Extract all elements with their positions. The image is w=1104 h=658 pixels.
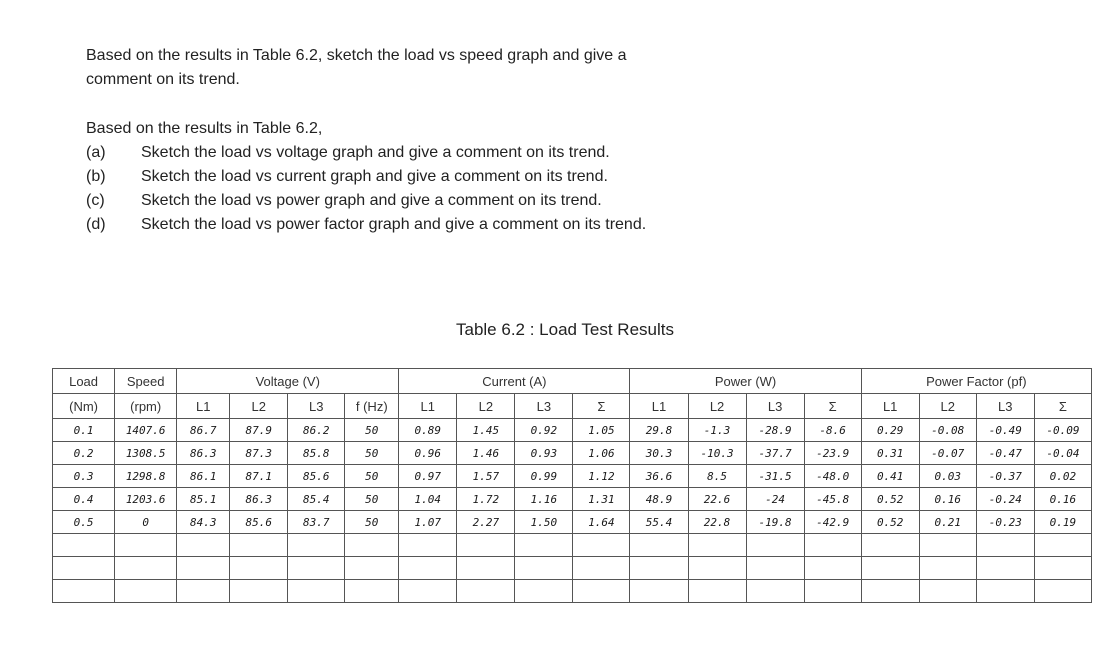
table-cell: 48.9 (630, 488, 688, 511)
table-cell: -0.47 (976, 442, 1034, 465)
subheader-cell: L2 (688, 394, 746, 419)
table-cell: 22.8 (688, 511, 746, 534)
table-cell (230, 534, 288, 557)
subheader-cell: L1 (630, 394, 688, 419)
table-cell: 1.04 (399, 488, 457, 511)
table-cell: 0.96 (399, 442, 457, 465)
item-label: (b) (86, 168, 106, 185)
table-cell (746, 557, 804, 580)
table-cell (515, 557, 573, 580)
table-cell: 87.9 (230, 419, 288, 442)
table-cell: 50 (345, 442, 399, 465)
table-cell: 0.97 (399, 465, 457, 488)
table-cell: 1407.6 (115, 419, 177, 442)
table-cell: 1203.6 (115, 488, 177, 511)
table-cell: 0.41 (861, 465, 919, 488)
table-cell (115, 557, 177, 580)
table-cell (345, 534, 399, 557)
table-cell (804, 557, 861, 580)
table-cell: 0.99 (515, 465, 573, 488)
table-cell (53, 580, 115, 603)
table-cell (573, 580, 630, 603)
table-cell: -28.9 (746, 419, 804, 442)
table-row (53, 557, 1092, 580)
table-cell (288, 557, 345, 580)
table-cell: 1308.5 (115, 442, 177, 465)
table-cell (688, 580, 746, 603)
table-cell: 29.8 (630, 419, 688, 442)
item-label: (a) (86, 144, 106, 161)
table-cell: 86.3 (177, 442, 230, 465)
table-cell (919, 534, 976, 557)
table-cell (288, 534, 345, 557)
table-cell: 0.03 (919, 465, 976, 488)
table-cell (1034, 580, 1091, 603)
table-cell: 1.57 (457, 465, 515, 488)
subheader-cell: L1 (399, 394, 457, 419)
header-speed: Speed (115, 369, 177, 394)
subheader-cell: Σ (573, 394, 630, 419)
table-cell: -1.3 (688, 419, 746, 442)
table-cell: 0.92 (515, 419, 573, 442)
table-cell: 84.3 (177, 511, 230, 534)
table-cell (1034, 534, 1091, 557)
table-cell (630, 534, 688, 557)
table-cell (230, 557, 288, 580)
table-cell (861, 557, 919, 580)
item-label: (c) (86, 192, 105, 209)
subheader-cell: L3 (976, 394, 1034, 419)
table-cell: 86.2 (288, 419, 345, 442)
table-cell: 1.06 (573, 442, 630, 465)
table-cell: 0.1 (53, 419, 115, 442)
table-cell: 55.4 (630, 511, 688, 534)
table-cell: -37.7 (746, 442, 804, 465)
question-2-item-a (86, 141, 786, 165)
table-cell (919, 557, 976, 580)
table-cell (746, 534, 804, 557)
table-row (53, 465, 1092, 488)
table-cell: -10.3 (688, 442, 746, 465)
question-2-item-d (86, 213, 786, 237)
table-cell: -0.04 (1034, 442, 1091, 465)
load-test-results-table (52, 368, 1092, 603)
table-cell: 50 (345, 488, 399, 511)
table-cell: 1298.8 (115, 465, 177, 488)
table-cell (399, 580, 457, 603)
table-cell (230, 580, 288, 603)
table-cell: 36.6 (630, 465, 688, 488)
question-2-intro: Based on the results in Table 6.2, (86, 120, 323, 137)
table-cell: 1.16 (515, 488, 573, 511)
table-cell (457, 534, 515, 557)
table-cell: 0.4 (53, 488, 115, 511)
table-cell: 50 (345, 419, 399, 442)
table-cell (115, 534, 177, 557)
question-1-line-2: comment on its trend. (86, 71, 240, 88)
table-body (53, 419, 1092, 603)
table-cell (177, 580, 230, 603)
item-text: Sketch the load vs current graph and give a comment on its trend. (141, 168, 608, 185)
table-row (53, 419, 1092, 442)
table-cell: 0 (115, 511, 177, 534)
subheader-cell: L2 (919, 394, 976, 419)
table-cell (399, 557, 457, 580)
table-cell (804, 534, 861, 557)
table-cell: -48.0 (804, 465, 861, 488)
table-cell (53, 557, 115, 580)
table-cell: 1.46 (457, 442, 515, 465)
table-cell: -19.8 (746, 511, 804, 534)
table-cell: 0.19 (1034, 511, 1091, 534)
table-cell: 85.6 (288, 465, 345, 488)
table-cell: 50 (345, 465, 399, 488)
table-cell: 0.2 (53, 442, 115, 465)
table-cell (345, 557, 399, 580)
table-cell: 85.8 (288, 442, 345, 465)
table-cell: -23.9 (804, 442, 861, 465)
table-cell (573, 534, 630, 557)
table-cell (630, 580, 688, 603)
subheader-cell: L2 (230, 394, 288, 419)
table-cell: 87.3 (230, 442, 288, 465)
table-cell: 85.1 (177, 488, 230, 511)
item-text: Sketch the load vs power graph and give a comment on its trend. (141, 192, 602, 209)
subheader-cell: L2 (457, 394, 515, 419)
question-1-line-1: Based on the results in Table 6.2, sketch the load vs speed graph and give a (86, 47, 627, 64)
table-cell: 0.16 (1034, 488, 1091, 511)
table-cell (515, 534, 573, 557)
table-cell (177, 557, 230, 580)
table-cell: 86.7 (177, 419, 230, 442)
table-cell: 0.31 (861, 442, 919, 465)
table-cell: -0.24 (976, 488, 1034, 511)
table-cell: -42.9 (804, 511, 861, 534)
table-cell: 0.89 (399, 419, 457, 442)
table-cell (976, 580, 1034, 603)
table-cell: -0.23 (976, 511, 1034, 534)
table-cell: 87.1 (230, 465, 288, 488)
table-cell (53, 534, 115, 557)
table-cell: 85.4 (288, 488, 345, 511)
table-cell: 0.52 (861, 511, 919, 534)
table-cell: -0.09 (1034, 419, 1091, 442)
table-cell (1034, 557, 1091, 580)
table-cell (976, 557, 1034, 580)
table-cell: 86.3 (230, 488, 288, 511)
table-cell: 0.93 (515, 442, 573, 465)
table-cell: -0.07 (919, 442, 976, 465)
table-cell: -0.08 (919, 419, 976, 442)
table-cell: 83.7 (288, 511, 345, 534)
header-power-factor: Power Factor (pf) (861, 369, 1091, 394)
table-cell: 0.3 (53, 465, 115, 488)
subheader-cell: Σ (804, 394, 861, 419)
item-text: Sketch the load vs voltage graph and give a comment on its trend. (141, 144, 610, 161)
subheader-cell: L1 (861, 394, 919, 419)
table-cell (515, 580, 573, 603)
table-cell: 1.31 (573, 488, 630, 511)
table-row (53, 511, 1092, 534)
header-current: Current (A) (399, 369, 630, 394)
table-cell (861, 534, 919, 557)
table-cell: 85.6 (230, 511, 288, 534)
table-caption: Table 6.2 : Load Test Results (456, 320, 674, 339)
table-cell: 30.3 (630, 442, 688, 465)
subheader-cell: Σ (1034, 394, 1091, 419)
table-cell (457, 580, 515, 603)
table-cell: 50 (345, 511, 399, 534)
table-cell: 22.6 (688, 488, 746, 511)
header-row-1 (53, 369, 1092, 394)
header-load: Load (53, 369, 115, 394)
table-cell (688, 557, 746, 580)
table-cell: -45.8 (804, 488, 861, 511)
header-row-2 (53, 394, 1092, 419)
table-cell (115, 580, 177, 603)
table-cell (630, 557, 688, 580)
table-cell: -0.37 (976, 465, 1034, 488)
table-cell: 1.72 (457, 488, 515, 511)
table-cell (746, 580, 804, 603)
subheader-cell: L3 (515, 394, 573, 419)
table-cell: 0.16 (919, 488, 976, 511)
item-text: Sketch the load vs power factor graph and give a comment on its trend. (141, 216, 647, 233)
question-2-item-c (86, 189, 786, 213)
table-cell: -24 (746, 488, 804, 511)
table-cell (288, 580, 345, 603)
table-cell: 1.45 (457, 419, 515, 442)
table-cell: 1.64 (573, 511, 630, 534)
table-cell (399, 534, 457, 557)
table-cell: 1.12 (573, 465, 630, 488)
table-cell: 2.27 (457, 511, 515, 534)
table-cell: 1.07 (399, 511, 457, 534)
header-power: Power (W) (630, 369, 861, 394)
table-cell: -31.5 (746, 465, 804, 488)
table-cell (573, 557, 630, 580)
table-cell: 1.50 (515, 511, 573, 534)
table-cell: 0.5 (53, 511, 115, 534)
table-cell (919, 580, 976, 603)
table-cell: 0.29 (861, 419, 919, 442)
subheader-cell: f (Hz) (345, 394, 399, 419)
table-cell (345, 580, 399, 603)
subheader-cell: L1 (177, 394, 230, 419)
table-cell: -8.6 (804, 419, 861, 442)
table-cell: -0.49 (976, 419, 1034, 442)
table-cell (804, 580, 861, 603)
item-label: (d) (86, 216, 106, 233)
table-row (53, 488, 1092, 511)
table-cell (177, 534, 230, 557)
table-row (53, 442, 1092, 465)
table-cell (976, 534, 1034, 557)
table-cell: 0.52 (861, 488, 919, 511)
question-2-item-b (86, 165, 786, 189)
table-cell: 86.1 (177, 465, 230, 488)
subheader-cell: L3 (746, 394, 804, 419)
table-row (53, 534, 1092, 557)
table-cell: 8.5 (688, 465, 746, 488)
table-cell: 0.21 (919, 511, 976, 534)
table-cell (688, 534, 746, 557)
header-voltage: Voltage (V) (177, 369, 399, 394)
question-1 (86, 44, 766, 92)
table-cell (861, 580, 919, 603)
subheader-cell: (Nm) (53, 394, 115, 419)
table-cell: 1.05 (573, 419, 630, 442)
table-row (53, 580, 1092, 603)
table-cell (457, 557, 515, 580)
subheader-cell: L3 (288, 394, 345, 419)
question-2 (86, 117, 786, 237)
table-cell: 0.02 (1034, 465, 1091, 488)
subheader-cell: (rpm) (115, 394, 177, 419)
